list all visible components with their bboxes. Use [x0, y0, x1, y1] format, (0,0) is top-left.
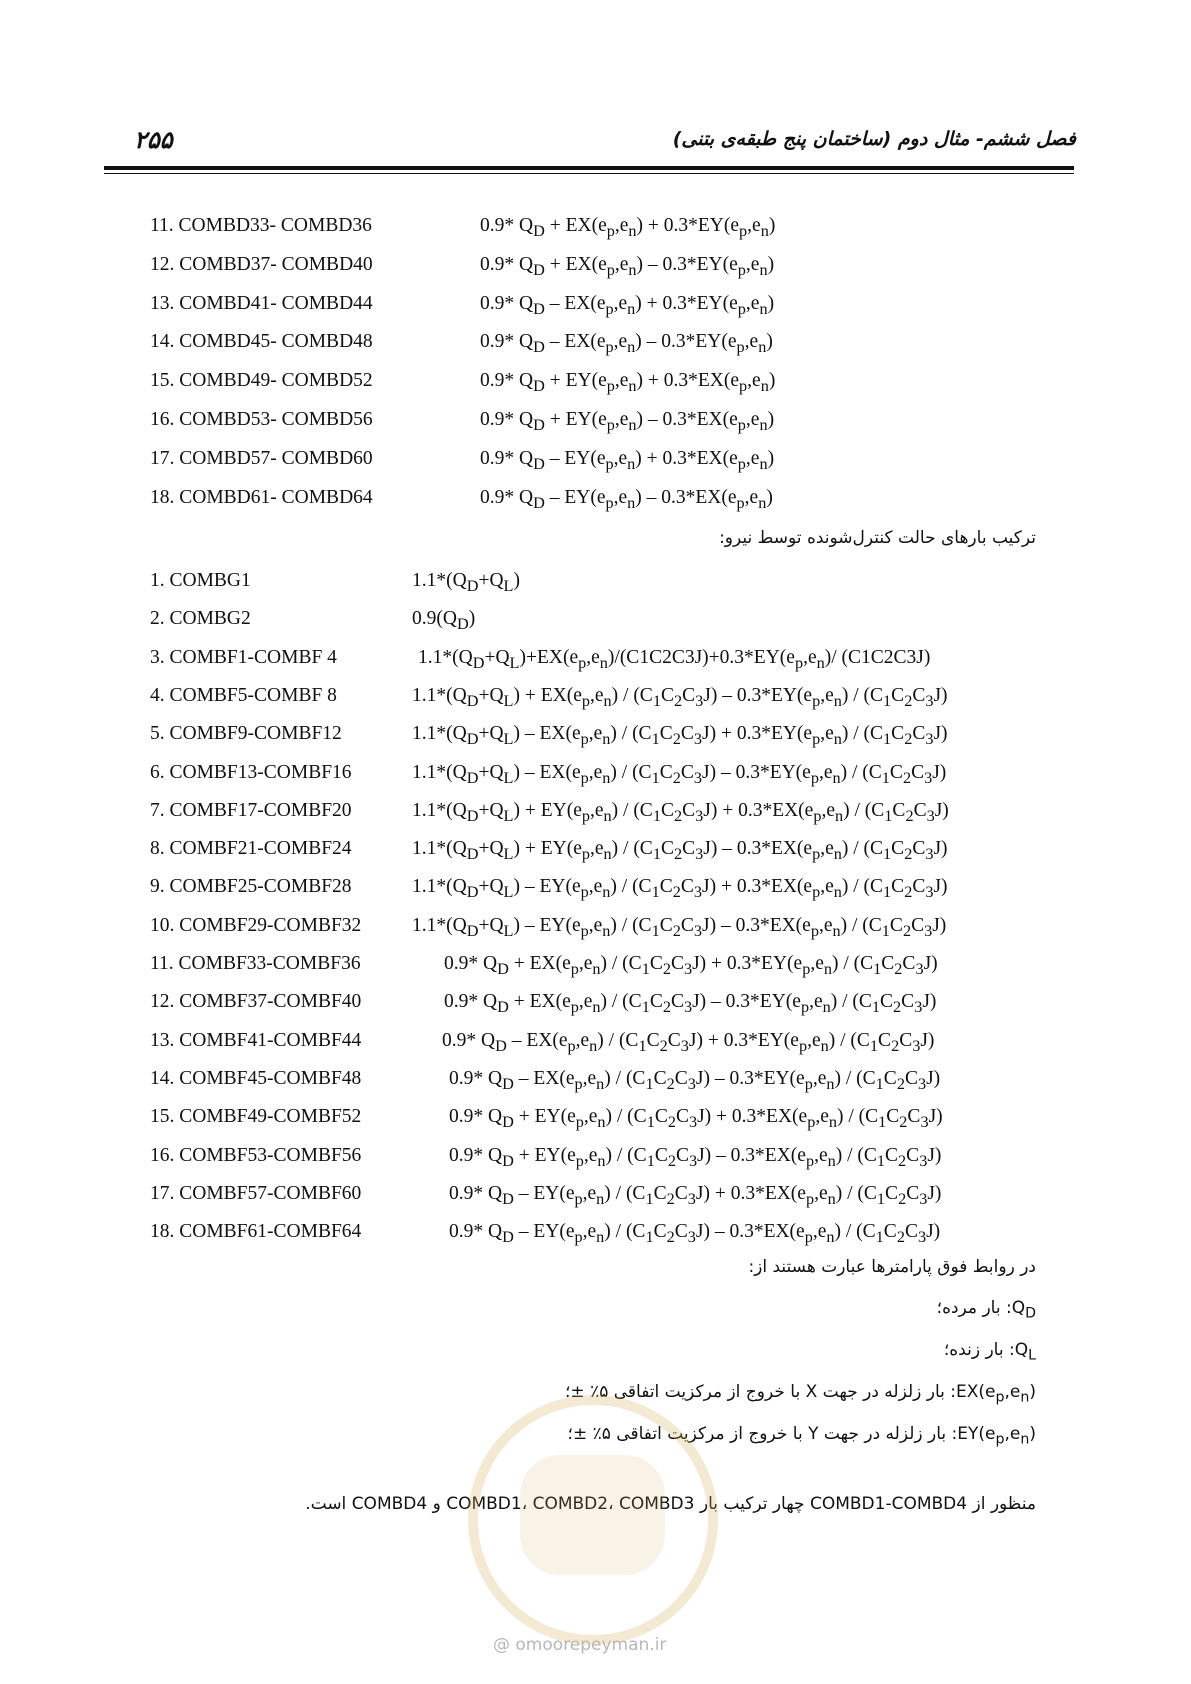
combo-expression: 0.9* $Q_D - EY(e_p,e_n) - 0.3*EX(e_p,e_n)$: [480, 486, 773, 512]
combo-label: 14. COMBF45-COMBF48: [150, 1067, 362, 1089]
combo-label: 15. COMBF49-COMBF52: [150, 1106, 362, 1128]
combo-label: 11. COMBF33-COMBF36: [150, 953, 361, 974]
combo-label: 9. COMBF25-COMBF28: [150, 876, 352, 898]
watermark-site: @ omoorepeyman.ir: [493, 1635, 667, 1655]
combo-label: 13. COMBD41- COMBD44: [150, 292, 373, 314]
combo-label: 15. COMBD49- COMBD52: [150, 370, 373, 392]
combo-expression: 0.9* $Q_D + EX(e_p,e_n) + 0.3*EY(e_p,e_n)$: [480, 215, 776, 240]
combo-expression: 0.9* $Q_D + EY(e_p,e_n) / (C_1C_2C_3J) - 0.3*EX(e_p,e_n) / (C_1C_2C_3J)$: [449, 1144, 942, 1170]
combo-label: 6. COMBF13-COMBF16: [150, 761, 352, 783]
combo-expression: $1.1*(Q_D+Q_L)+EX(e_p,e_n)/(C1C2C3J)+0.3*EY(e_p,e_n)/$ (C1C2C3J): [418, 646, 931, 672]
chapter-title: فصل ششم- مثال دوم (ساختمان پنج طبقه‌ی بتنی): [672, 128, 1076, 150]
combo-expression: $1.1*(Q_D+Q_L) - EX(e_p,e_n) / (C_1C_2C_3J) + 0.3*EY(e_p,e_n) / (C_1C_2C_3J)$: [412, 723, 948, 749]
combo-expression: 0.9* $Q_D - EX(e_p,e_n) / (C_1C_2C_3J) - 0.3*EY(e_p,e_n) / (C_1C_2C_3J)$: [449, 1067, 941, 1093]
combo-expression: 0.9* $Q_D - EY(e_p,e_n) / (C_1C_2C_3J) - 0.3*EX(e_p,e_n) / (C_1C_2C_3J)$: [449, 1221, 941, 1246]
param-item: $Q_D$: بار مرده؛: [936, 1298, 1036, 1322]
page-header: [100, 126, 1076, 162]
combo-expression: 0.9* $Q_D + EX(e_p,e_n) / (C_1C_2C_3J) + 0.3*EY(e_p,e_n) / (C_1C_2C_3J)$: [444, 953, 938, 978]
combo-expression: 0.9* $Q_D + EY(e_p,e_n) - 0.3*EX(e_p,e_n)$: [480, 409, 775, 434]
combo-label: 13. COMBF41-COMBF44: [150, 1029, 362, 1051]
combo-label: 16. COMBD53- COMBD56: [150, 409, 373, 430]
combo-label: 11. COMBD33- COMBD36: [150, 215, 372, 236]
combo-label: 5. COMBF9-COMBF12: [150, 723, 342, 745]
combo-label: 17. COMBF57-COMBF60: [150, 1182, 362, 1204]
combo-label: 3. COMBF1-COMBF 4: [150, 646, 337, 668]
combo-label: 16. COMBF53-COMBF56: [150, 1144, 362, 1166]
combo-expression: $1.1*(Q_D+Q_L)$: [412, 570, 520, 595]
section-heading: ترکیب بارهای حالت کنترل‌شونده توسط نیرو:: [719, 528, 1036, 548]
combo-label: 14. COMBD45- COMBD48: [150, 331, 373, 353]
combo-expression: 0.9* $Q_D - EY(e_p,e_n) + 0.3*EX(e_p,e_n)$: [480, 447, 775, 473]
watermark-emblem-icon: [520, 1455, 665, 1575]
combo-expression: 0.9* $Q_D + EY(e_p,e_n) / (C_1C_2C_3J) + 0.3*EX(e_p,e_n) / (C_1C_2C_3J)$: [449, 1106, 943, 1132]
combo-expression: $1.1*(Q_D+Q_L) - EY(e_p,e_n) / (C_1C_2C_3J) - 0.3*EX(e_p,e_n) / (C_1C_2C_3J)$: [412, 914, 947, 940]
combo-expression: $1.1*(Q_D+Q_L) + EY(e_p,e_n) / (C_1C_2C_3J) + 0.3*EX(e_p,e_n) / (C_1C_2C_3J)$: [412, 799, 949, 825]
combo-expression: 0.9* $Q_D - EX(e_p,e_n) / (C_1C_2C_3J) + 0.3*EY(e_p,e_n) / (C_1C_2C_3J)$: [442, 1029, 935, 1055]
param-item: $EY(e_p,e_n)$: بار زلزله در جهت Y با خروج از مرکزیت اتفاقی ۵٪ ±؛: [567, 1424, 1036, 1448]
params-intro: در روابط فوق پارامترها عبارت هستند از:: [748, 1257, 1036, 1277]
combo-label: 18. COMBD61- COMBD64: [150, 486, 373, 508]
combo-label: 12. COMBD37- COMBD40: [150, 253, 373, 275]
combo-expression: 0.9* $Q_D - EX(e_p,e_n) + 0.3*EY(e_p,e_n)$: [480, 292, 775, 318]
combo-label: 1. COMBG1: [150, 570, 251, 591]
combo-expression: 0.9* $Q_D - EY(e_p,e_n) / (C_1C_2C_3J) + 0.3*EX(e_p,e_n) / (C_1C_2C_3J)$: [449, 1182, 942, 1208]
page-number: ۲۵۵: [134, 126, 173, 154]
combo-expression: 0.9* $Q_D + EX(e_p,e_n) - 0.3*EY(e_p,e_n)$: [480, 253, 775, 279]
combo-expression: 0.9* $Q_D - EX(e_p,e_n) - 0.3*EY(e_p,e_n)$: [480, 331, 773, 357]
watermark-site-text: omoorepeyman.ir: [515, 1635, 667, 1655]
combo-label: 10. COMBF29-COMBF32: [150, 914, 362, 936]
combo-expression: $0.9(Q_D)$: [412, 608, 476, 634]
combo-expression: 0.9* $Q_D + EX(e_p,e_n) / (C_1C_2C_3J) - 0.3*EY(e_p,e_n) / (C_1C_2C_3J)$: [444, 991, 937, 1017]
header-rule-thin: [104, 173, 1074, 174]
combo-expression: $1.1*(Q_D+Q_L) - EY(e_p,e_n) / (C_1C_2C_3J) + 0.3*EX(e_p,e_n) / (C_1C_2C_3J)$: [412, 876, 948, 902]
combo-label: 7. COMBF17-COMBF20: [150, 799, 352, 821]
combo-label: 2. COMBG2: [150, 608, 251, 630]
combo-expression: $1.1*(Q_D+Q_L) - EX(e_p,e_n) / (C_1C_2C_3J) - 0.3*EY(e_p,e_n) / (C_1C_2C_3J)$: [412, 761, 947, 787]
header-rule-thick: [104, 166, 1074, 170]
combo-label: 17. COMBD57- COMBD60: [150, 447, 373, 469]
combo-label: 4. COMBF5-COMBF 8: [150, 684, 337, 706]
combo-label: 18. COMBF61-COMBF64: [150, 1221, 362, 1243]
combo-expression: 0.9* $Q_D + EY(e_p,e_n) + 0.3*EX(e_p,e_n)$: [480, 370, 776, 396]
combo-expression: $1.1*(Q_D+Q_L) + EY(e_p,e_n) / (C_1C_2C_3J) - 0.3*EX(e_p,e_n) / (C_1C_2C_3J)$: [412, 838, 948, 863]
combo-label: 8. COMBF21-COMBF24: [150, 838, 352, 860]
closing-sentence: منظور از COMBD1-COMBD4 چهار ترکیب بار COMBD1، COMBD2، COMBD3 و COMBD4 است.: [305, 1494, 1036, 1514]
combo-expression: $1.1*(Q_D+Q_L) + EX(e_p,e_n) / (C_1C_2C_3J) - 0.3*EY(e_p,e_n) / (C_1C_2C_3J)$: [412, 684, 948, 710]
param-item: $EX(e_p,e_n)$: بار زلزله در جهت X با خروج از مرکزیت اتفاقی ۵٪ ±؛: [565, 1382, 1036, 1406]
param-item: $Q_L$: بار زنده؛: [943, 1340, 1036, 1364]
combo-label: 12. COMBF37-COMBF40: [150, 991, 362, 1013]
